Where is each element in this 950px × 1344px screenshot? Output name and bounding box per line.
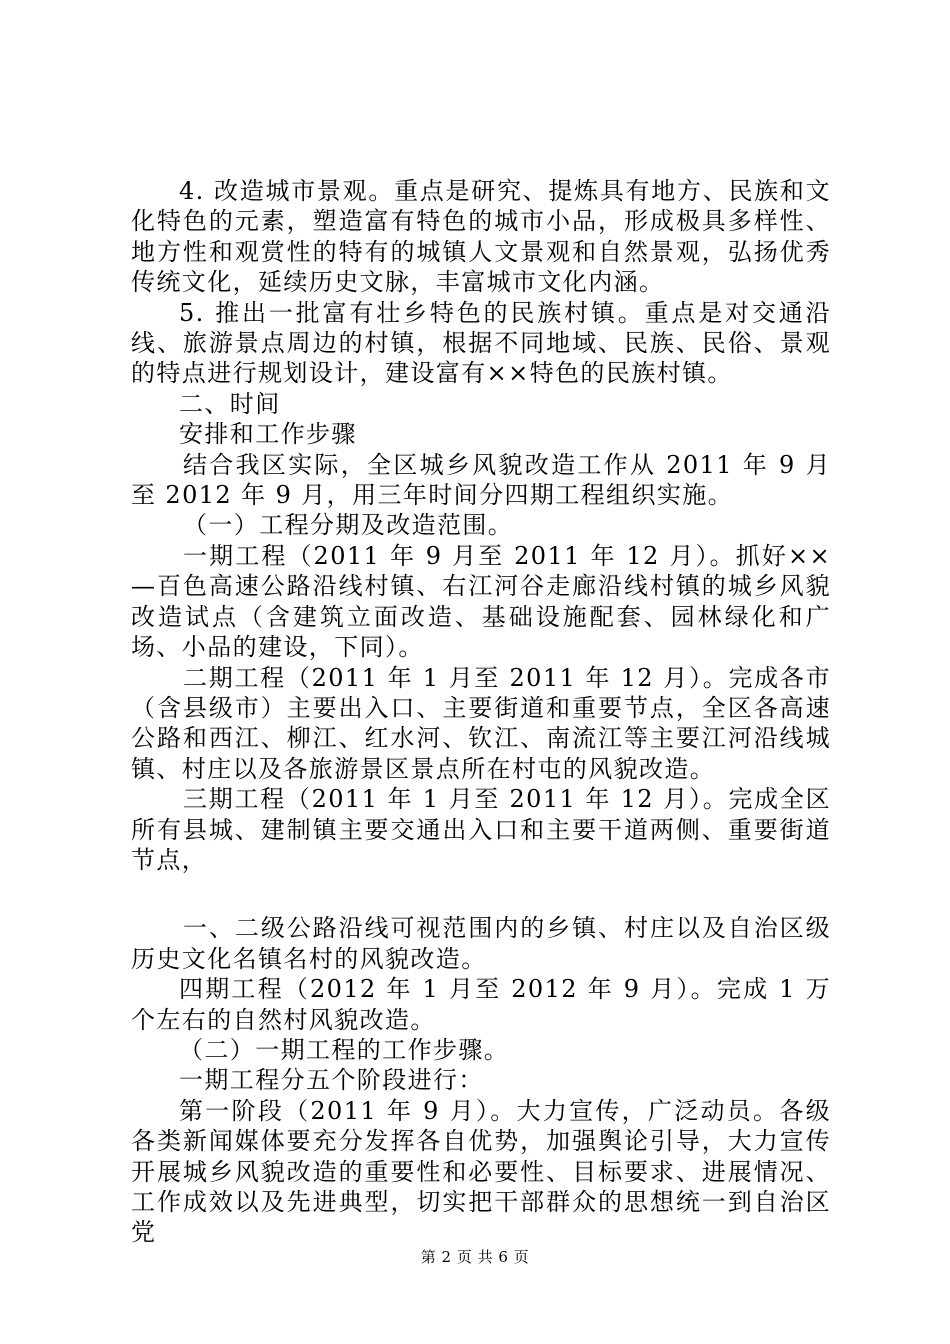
subheading-phase-one-steps: （二）一期工程的工作步骤。 xyxy=(179,1035,510,1064)
page-number-footer: 第 2 页 共 6 页 xyxy=(420,1248,530,1266)
paragraph-item-5-villages: 5. 推出一批富有壮乡特色的民族村镇。重点是对交通沿线、旅游景点周边的村镇，根据不同地域、民族、民俗、景观的特点进行规划设计，建设富有××特色的民族村镇。 xyxy=(131,298,831,388)
section-heading-time: 二、时间 xyxy=(179,389,281,418)
paragraph-item-4-landscape: 4. 改造城市景观。重点是研究、提炼具有地方、民族和文化特色的元素，塑造富有特色的城市小品，形成极具多样性、地方性和观赏性的特有的城镇人文景观和自然景观，弘扬优秀传统文化，延续历史文脉，丰富城市文化内涵。 xyxy=(131,177,831,297)
paragraph-phase-three-continued: 一、二级公路沿线可视范围内的乡镇、村庄以及自治区级历史文化名镇名村的风貌改造。 xyxy=(131,914,831,973)
section-heading-arrangement: 安排和工作步骤 xyxy=(179,420,357,449)
paragraph-overview: 结合我区实际，全区城乡风貌改造工作从 2011 年 9 月至 2012 年 9 月，用三年时间分四期工程组织实施。 xyxy=(131,450,831,510)
paragraph-five-stages: 一期工程分五个阶段进行： xyxy=(179,1066,484,1095)
paragraph-phase-three: 三期工程（2011 年 1 月至 2011 年 12 月）。完成全区所有县城、建制镇主要交通出入口和主要干道两侧、重要街道节点， xyxy=(131,785,831,874)
paragraph-phase-two: 二期工程（2011 年 1 月至 2011 年 12 月）。完成各市（含县级市）主要出入口、主要街道和重要节点，全区各高速公路和西江、柳江、红水河、钦江、南流江等主要江河沿线城镇、村庄以及各旅游景区景点所在村屯的风貌改造。 xyxy=(131,663,831,783)
subheading-phases: （一）工程分期及改造范围。 xyxy=(183,511,514,540)
paragraph-gap xyxy=(131,875,831,913)
paragraph-stage-one: 第一阶段（2011 年 9 月）。大力宣传，广泛动员。各级各类新闻媒体要充分发挥各自优势，加强舆论引导，大力宣传开展城乡风貌改造的重要性和必要性、目标要求、进展情况、工作成效以及先进典型，切实把干部群众的思想统一到自治区党 xyxy=(131,1096,831,1247)
paragraph-phase-one: 一期工程（2011 年 9 月至 2011 年 12 月）。抓好××—百色高速公路沿线村镇、右江河谷走廊沿线村镇的城乡风貌改造试点（含建筑立面改造、基础设施配套、园林绿化和广场、小品的建设，下同）。 xyxy=(131,541,831,662)
paragraph-phase-four: 四期工程（2012 年 1 月至 2012 年 9 月）。完成 1 万个左右的自然村风貌改造。 xyxy=(131,975,831,1034)
document-body xyxy=(131,176,831,1248)
